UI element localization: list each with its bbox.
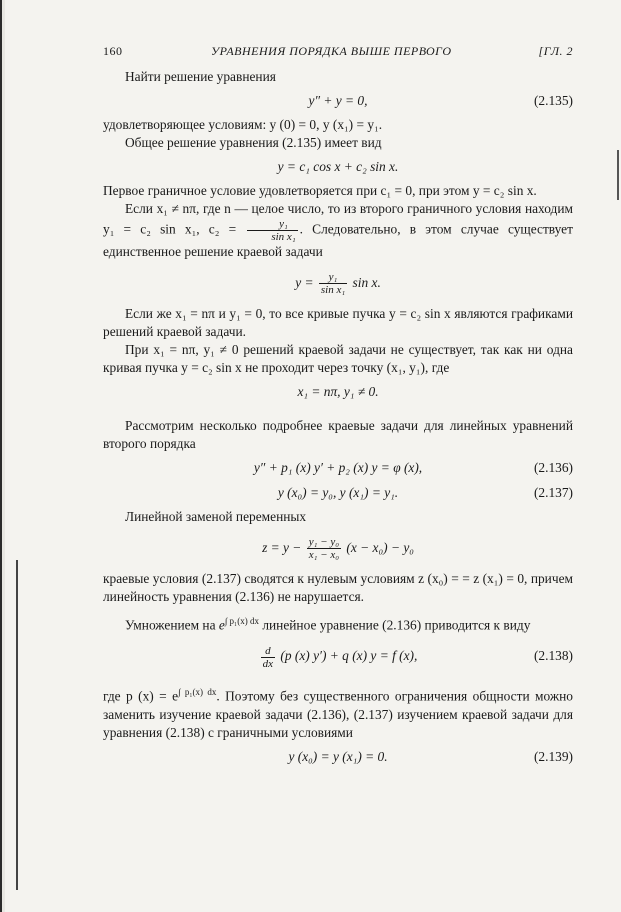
- scan-right-mark: [617, 150, 619, 200]
- equation-lhs: z = y −: [262, 540, 302, 555]
- denominator: x₁ − x₀: [308, 549, 340, 562]
- equation-substitution: [103, 531, 573, 565]
- exponent: ∫ p₁(x) dx: [178, 687, 217, 698]
- equation-2-136: [103, 458, 573, 478]
- equation-body: [259, 639, 418, 673]
- text-run: . Поэтому без существенного ограничения общности можно заменить изучение краевой задачи (2.136), (2.137) изучением краевой задачи для уравнения (2.138) с граничными условиями: [103, 688, 573, 740]
- denominator: sin x₁: [320, 284, 346, 297]
- equation-body: [295, 266, 381, 300]
- equation-body: y″ + p₁ (x) y′ + p₂ (x) y = φ (x),: [253, 460, 423, 475]
- scan-left-edge: [0, 0, 5, 912]
- equation-2-137: [103, 483, 573, 503]
- equation-2-135: [103, 91, 573, 111]
- equation-number: (2.138): [533, 648, 573, 664]
- spacer: [103, 407, 573, 417]
- text-run: где p (x) = e: [103, 688, 179, 704]
- equation-number: (2.139): [533, 748, 573, 764]
- fraction: [307, 536, 341, 561]
- derivative-fraction: [261, 645, 275, 670]
- equation-lhs: y =: [295, 275, 314, 290]
- book-page: [103, 42, 573, 772]
- exponent-base: e: [218, 617, 225, 633]
- text-run: Умножением на: [125, 617, 216, 633]
- equation-number: (2.137): [533, 485, 573, 500]
- denominator: sin x₁: [271, 231, 296, 243]
- equation-general-solution: [103, 157, 573, 177]
- equation-rhs: sin x.: [352, 275, 381, 290]
- text-run: Если x₁ ≠ nπ, где n — целое число, то из второго граничного условия находим y₁ = c₂ sin x₁, c₂ =: [103, 201, 573, 237]
- equation-unique-solution: [103, 266, 573, 300]
- equation-condition: [103, 382, 573, 402]
- numerator: y₁: [319, 271, 347, 284]
- equation-body: [262, 531, 414, 565]
- numerator: y₁: [247, 218, 297, 231]
- page-number: 160: [103, 44, 123, 58]
- equation-number: (2.135): [533, 93, 573, 108]
- chapter-label: [ГЛ. 2: [538, 44, 573, 58]
- equation-body: x₁ = nπ, y₁ ≠ 0.: [297, 384, 379, 399]
- equation-rhs: (p (x) y′) + q (x) y = f (x),: [280, 648, 418, 664]
- equation-2-138: [103, 639, 573, 673]
- numerator: d: [261, 645, 275, 658]
- equation-body: y (x₀) = y (x₁) = 0.: [288, 748, 388, 764]
- paragraph-9: Линейной заменой переменных: [125, 509, 307, 524]
- paragraph-8: Рассмотрим несколько подробнее краевые задачи для линейных уравнений второго порядка: [103, 418, 573, 451]
- equation-rhs: (x − x₀) − y₀: [346, 540, 414, 555]
- text-run: линейное уравнение (2.136) приводится к виду: [262, 617, 531, 633]
- paragraph-2: удовлетворяющее условиям: y (0) = 0, y (x₁) = y₁.: [103, 117, 383, 132]
- equation-body: y (x₀) = y₀, y (x₁) = y₁.: [277, 485, 399, 500]
- text-run: . Следовательно, в этом случае существует единственное решение краевой задачи: [103, 221, 573, 259]
- paragraph-12: [103, 683, 573, 741]
- running-title: УРАВНЕНИЯ ПОРЯДКА ВЫШЕ ПЕРВОГО: [211, 44, 452, 58]
- paragraph-3: Общее решение уравнения (2.135) имеет вид: [125, 135, 382, 150]
- scan-left-mark: [16, 560, 18, 890]
- paragraph-6: Если же x₁ = nπ и y₁ = 0, то все кривые пучка y = c₂ sin x являются графиками решений краевой задачи.: [103, 306, 573, 339]
- equation-2-139: [103, 747, 573, 767]
- fraction: [247, 218, 297, 243]
- equation-body: y = c₁ cos x + c₂ sin x.: [277, 159, 399, 174]
- paragraph-7: При x₁ = nπ, y₁ ≠ 0 решений краевой задачи не существует, так как ни одна кривая пучка y = c₂ sin x не проходит через точку (x₁, y₁), где: [103, 342, 573, 375]
- paragraph-1: Найти решение уравнения: [125, 69, 276, 84]
- numerator: y₁ − y₀: [308, 536, 340, 549]
- paragraph-10: краевые условия (2.137) сводятся к нулевым условиям z (x₀) = = z (x₁) = 0, причем линейность уравнения (2.136) не нарушается.: [103, 571, 573, 604]
- equation-number: (2.136): [533, 460, 573, 475]
- exponent: ∫ p₁(x) dx: [224, 616, 259, 626]
- equation-body: y″ + y = 0,: [308, 93, 368, 108]
- denominator: dx: [262, 657, 274, 670]
- paragraph-5: [103, 200, 573, 261]
- paragraph-11: [103, 612, 573, 634]
- page-header: [103, 42, 573, 68]
- fraction: [319, 271, 347, 296]
- paragraph-4: Первое граничное условие удовлетворяется при c₁ = 0, при этом y = c₂ sin x.: [103, 183, 537, 198]
